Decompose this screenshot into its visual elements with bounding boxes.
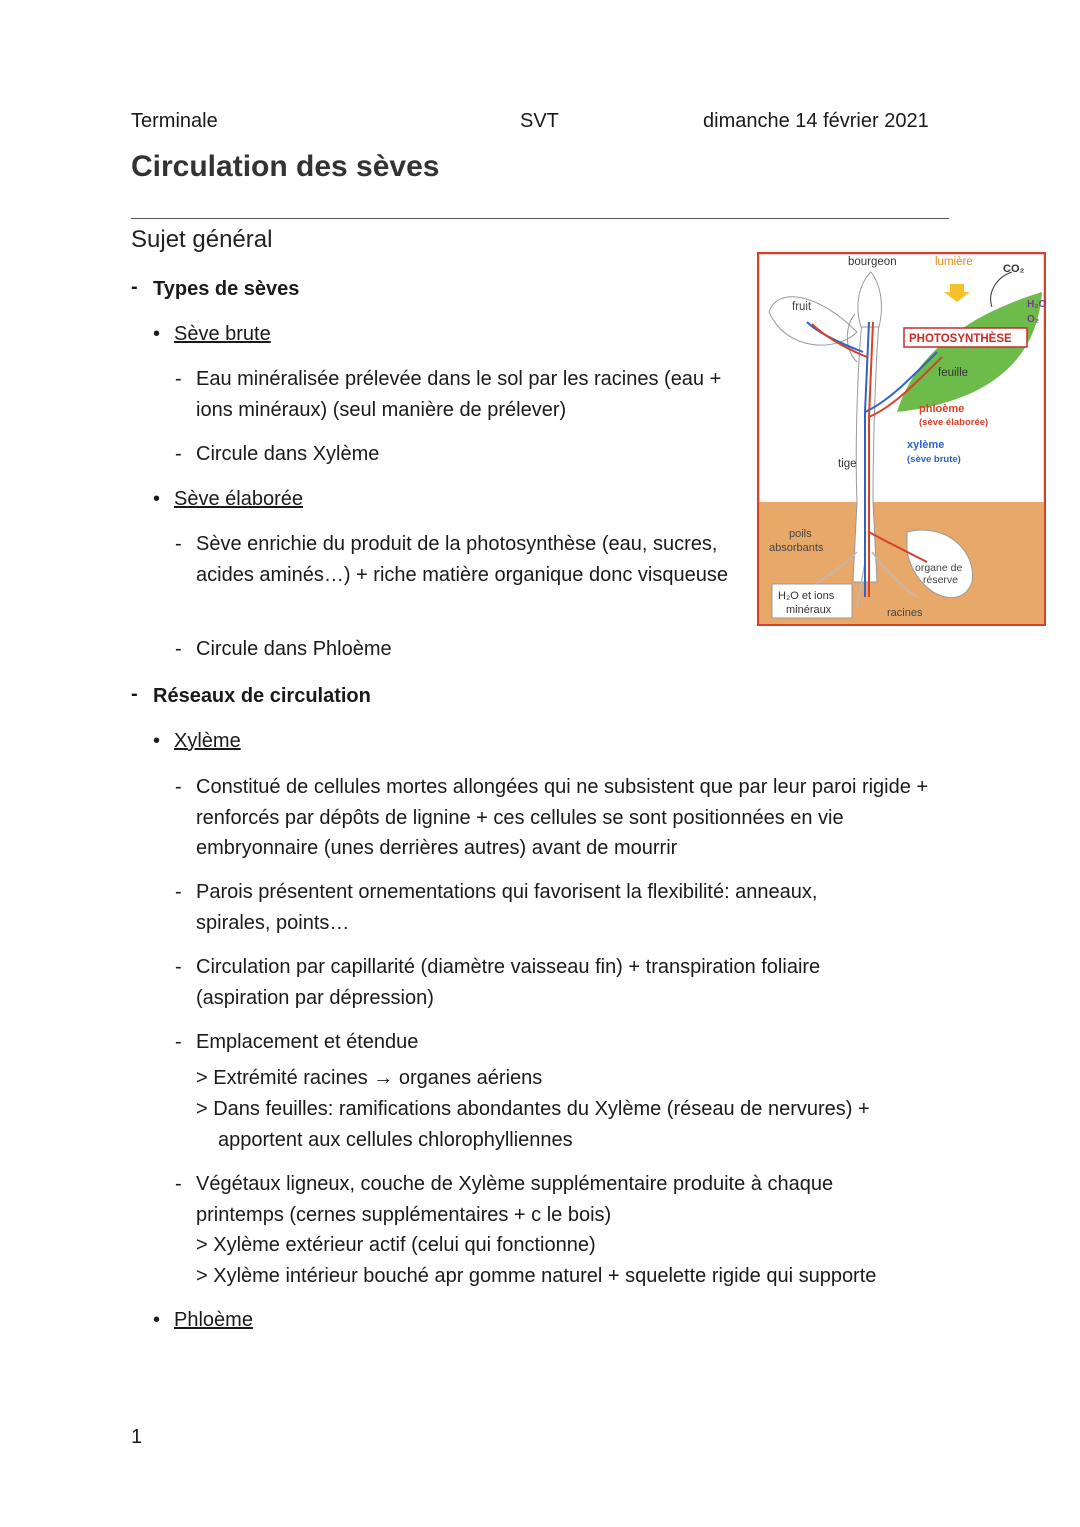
label-fruit: fruit [792, 301, 812, 313]
list-item [175, 364, 756, 425]
list-item [175, 772, 936, 864]
dash-marker: - [131, 683, 138, 705]
label-feuille: feuille [938, 367, 969, 379]
bullet-marker: • [153, 1309, 161, 1331]
label-tige: tige [838, 458, 857, 470]
subsection-seve-brute [153, 323, 271, 346]
label-xyleme: xylème [907, 439, 945, 451]
label-seve-elaboree: (sève élaborée) [919, 417, 989, 428]
sub-item-text: > Xylème intérieur bouché apr gomme naturel + squelette rigide qui supporte [196, 1265, 877, 1287]
list-item-text: Circulation par capillarité (diamètre vaisseau fin) + transpiration foliaire (aspiration par dépression) [196, 956, 821, 1009]
label-h2o: H₂O [1027, 299, 1046, 310]
label-co2: CO₂ [1003, 263, 1025, 275]
list-item-text: Végétaux ligneux, couche de Xylème supplémentaire produite à chaque printemps (cernes supplémentaires + c le bois) [196, 1173, 834, 1226]
label-mineraux: minéraux [786, 604, 832, 616]
subsection-label: Xylème [174, 730, 241, 752]
label-o2: O₂ [1027, 314, 1040, 325]
list-item-text: Emplacement et étendue [196, 1031, 419, 1053]
label-lumiere: lumière [935, 256, 973, 268]
list-item-text: Parois présentent ornementations qui favorisent la flexibilité: anneaux, spirales, points… [196, 881, 818, 934]
dash-marker: - [131, 276, 138, 298]
list-item [175, 877, 896, 938]
sub-item-text: > Dans feuilles: ramifications abondantes du Xylème (réseau de nervures) + apportent aux cellules chlorophylliennes [196, 1098, 870, 1151]
sap-circulation-figure [757, 252, 1046, 626]
subsection-label: Sève brute [174, 323, 271, 345]
list-item [175, 529, 754, 590]
label-racines: racines [887, 607, 923, 619]
section-heading-text: Réseaux de circulation [153, 685, 371, 707]
subject-heading: Sujet général [131, 226, 273, 253]
subsection-label: Sève élaborée [174, 488, 303, 510]
list-item [175, 1169, 916, 1230]
sub-item [196, 1063, 542, 1094]
list-item [175, 1027, 419, 1058]
page-title: Circulation des sèves [131, 150, 440, 183]
sub-item-text: > Extrémité racines → organes aériens [196, 1067, 543, 1089]
list-item-text: Circule dans Xylème [196, 443, 380, 465]
list-item [175, 952, 896, 1013]
page-number: 1 [131, 1426, 143, 1448]
dash-marker: - [175, 956, 182, 978]
section-heading-types [131, 276, 300, 301]
list-item-text: Constitué de cellules mortes allongées qui ne subsistent que par leur paroi rigide + renforcés par dépôts de lignine + ces cellules se sont positionnées en vie embryonnaire (unes derrières autres) avant de mourrir [196, 776, 929, 859]
dash-marker: - [175, 1173, 182, 1195]
subsection-label: Phloème [174, 1309, 253, 1331]
bullet-marker: • [153, 323, 161, 345]
list-item-text: Circule dans Phloème [196, 638, 392, 660]
label-bourgeon: bourgeon [848, 256, 897, 268]
label-h2o-ions: H₂O et ions [778, 590, 835, 602]
dash-marker: - [175, 776, 182, 798]
header-subject: SVT [520, 110, 559, 132]
label-reserve: réserve [923, 574, 959, 586]
dash-marker: - [175, 533, 182, 555]
label-phloeme: phloème [919, 403, 965, 415]
bullet-marker: • [153, 730, 161, 752]
sub-item [196, 1094, 958, 1155]
subsection-xyleme [153, 730, 241, 753]
header-date: dimanche 14 février 2021 [703, 110, 929, 132]
list-item [175, 634, 392, 665]
label-poils: poils [789, 528, 812, 540]
section-heading-text: Types de sèves [153, 278, 300, 300]
label-absorbants: absorbants [769, 542, 824, 554]
subsection-seve-elaboree [153, 488, 303, 511]
sub-item [196, 1230, 596, 1261]
dash-marker: - [175, 638, 182, 660]
dash-marker: - [175, 368, 182, 390]
sub-item-text: > Xylème extérieur actif (celui qui fonctionne) [196, 1234, 596, 1256]
header-class: Terminale [131, 110, 218, 132]
label-photosynthese: PHOTOSYNTHÈSE [909, 333, 1012, 345]
list-item-text: Eau minéralisée prélevée dans le sol par les racines (eau + ions minéraux) (seul manière de prélever) [196, 368, 722, 421]
subsection-phloeme [153, 1309, 253, 1332]
sub-item [196, 1261, 876, 1292]
list-item-text: Sève enrichie du produit de la photosynthèse (eau, sucres, acides aminés…) + riche matière organique donc visqueuse [196, 533, 728, 586]
section-heading-reseaux [131, 683, 371, 708]
dash-marker: - [175, 443, 182, 465]
label-organe: organe de [915, 562, 963, 574]
dash-marker: - [175, 881, 182, 903]
label-seve-brute: (sève brute) [907, 454, 961, 465]
title-divider [131, 218, 949, 219]
bullet-marker: • [153, 488, 161, 510]
list-item [175, 439, 380, 470]
dash-marker: - [175, 1031, 182, 1053]
